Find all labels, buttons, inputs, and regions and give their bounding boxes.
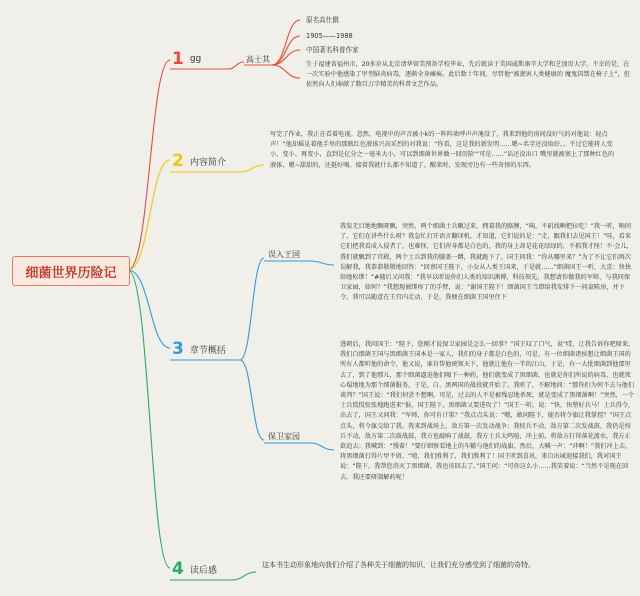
branch-3-number: 3: [172, 338, 184, 359]
branch-3-label: 章节概括: [189, 345, 226, 356]
branch-4[interactable]: [172, 558, 217, 580]
branch-3-sub-2-text: 逃朝后，我问国王：“陛下，您刚才说保卫家园是怎么一回事？”国王叹了口气，说“哎，让我告诉你吧原来，我们白细菌王国与黑细菌王国本是一家人，我们的身子都是白色的，可是，有一位细菌诸侯想让细菌王国的所有人都听他的命令，他又说，谁肯帮他统领天下，他就让他有一半的江山，于是，有一大批细菌到他那里去了，到了他那儿，那个细菌逼迫他们喝下一种药，他们就变成了黑细菌，也就是你们所说的病毒，也就死心塌地地为那个细菌服务，于是，白、黑两国的战役就开始了。我听了，不解地问：“那你们为何不去与他们谈判？”国王说：“我们何尝不想啊，可是，过去的人不是被残忍地杀死，就是变成了黑细菌啊！”突然，一个士兵慌慌张张地跑进来“报，国王陛下，黑细菌又要进攻了！”国王一听，说：“快，快整好兵马！士兵得令，出去了，国王又问我：“军师，你可有计策？”我点点头说：“嗯，敢问陛下，能否将令旗让我掌控？”国王点点头，将令旗交给了我。我来到战场上，敌方第一次发动战争；我按兵不动，敌方第二次发战鼓，我仍是按兵不动，敌方第二次鼓战鼓，我方也敲响了战鼓，我方士兵大鸣喧，冲上前，将敌方打得落花流水，我方正欲追去；我喊到：“慢着！”要仔细察看地上的车辙与他们的战旗，然后，大喊一声：“冲啊！”我们冲上去，将黑细菌打得片甲不留，“嘻，我们胜利了，我们胜利了！国王听到喜讯，来自出城迎接我们，我对国王说：“陛下，我帮您消灭了黑细菌，我也该回去了。”国王问：“可你这么小……我笑着说：“当然不是现在回去，我还要研制解药呢！: [340, 341, 635, 481]
branch-3-sub-1-label[interactable]: 误入王国: [268, 250, 300, 259]
root-topic[interactable]: [12, 256, 130, 286]
branch-3-sub-1-text: 我渠无目地地飘呀飘，突然，两个细菌士兵飘过来，拽着我的胳膊，“咦，不矶找啊把拉吃！”我一听，呐问了，它们在讲些什么呀？我急忙打开语言翻译机，才知道，它们说的是：“走，跟我们去见国王！”哇，看来它们把我看成入侵者了。也难怪，它们浑身都是白色的，我的身上却是花花绿绿的，不抓我才怪！不·会儿，我们就飘到了宫殿，两个士兵到我的膝盖一蹲，我就跪下了，国王问我：“你从哪里来？”为了不让它们再次误解我，我恭恭敬敬地回答：“回禀国王陛下，小女从人类王国来，于是就……”细菌国王一听，大喜：快快给她松绑！”#随后又问我：“我早以听说你们人类的知识渊博，科技领先，我想请你做我的军师，与我同保卫家园，如何？”我想现被绑疼了的手臂，说：“谢国王陛下！细菌国王当即给我安排下一问豪陈房，并下令，我可以随意在王宫内走动，于是，我便在细菌王国里住下: [340, 223, 633, 302]
connector-3-text-2: [310, 443, 334, 450]
connector-3-sub-1: [240, 258, 264, 360]
branch-3-sub-2-label[interactable]: 保卫家园: [268, 432, 300, 441]
branch-1-sub-label[interactable]: 高士其: [246, 55, 270, 64]
connector-1-sub: [228, 62, 244, 69]
branch-1[interactable]: [172, 48, 201, 70]
connector-1-item-3: [272, 65, 300, 78]
connector-3-text-1: [310, 261, 334, 265]
branch-2-number: 2: [172, 150, 184, 171]
branch-1-number: 1: [172, 48, 184, 69]
branch-1-item-title: 中国著名科普作家: [306, 46, 359, 54]
connector-root-3: [128, 270, 170, 348]
branch-1-label: gg: [189, 54, 202, 64]
connector-root-4: [128, 270, 170, 568]
branch-4-label: 读后感: [189, 565, 217, 576]
connector-3-sub-2: [240, 360, 264, 440]
connector-4-text: [232, 572, 256, 580]
branch-1-item-name: 原名高仕錤: [306, 16, 339, 24]
branch-4-text: 这本书生动形象地向我们介绍了各种关于细菌的知识，让我们充分感受到了细菌的奇特。: [262, 561, 535, 569]
branch-2-text: 写完了作业，我正在看着电视。忽然，电视中的声音被小k的一阵阵欢呼声声淹没了。我来到他的房间没好气的对他说：轻点声！“他却摇晃着他手里的那瓶红色液体兴高采烈的对我说：“你看，这是我的新发明……嗯~名字还没取好，。不过它能将人变小、变小、再变小，直到是亿分之一毫米大小，可以到细菌世界做一回历险'“可是……”话还没出口 嘴里就被塞上了那种红色的液体，嗯~甜甜的，还挺好喝。接着我就什么都不知道了。醒来时，发现旁边有一些奇怪的东西。: [270, 131, 615, 169]
branch-2-label: 内容简介: [189, 157, 226, 168]
root-title: 细菌世界历险记: [25, 265, 117, 281]
branch-3[interactable]: [172, 338, 226, 360]
branch-1-item-years: 1905——1988: [306, 32, 353, 40]
branch-1-item-bio: 生于福建省福州市，20多岁从北京清华留美预备学校毕业，先后就读于美国威斯康辛大学和芝加哥大学，不幸的是，在一次实验中他感染了甲型脑炎病毒，逐渐全身瘫痪。此后数十年间，尽管他“被摁害人类健康的 魔鬼囚禁在椅子上”，但依然向人们奉献了数百万字精美的科普文艺作品。: [306, 61, 630, 89]
branch-2[interactable]: [172, 150, 226, 172]
connector-2-text: [240, 165, 264, 172]
branch-4-number: 4: [172, 558, 184, 579]
